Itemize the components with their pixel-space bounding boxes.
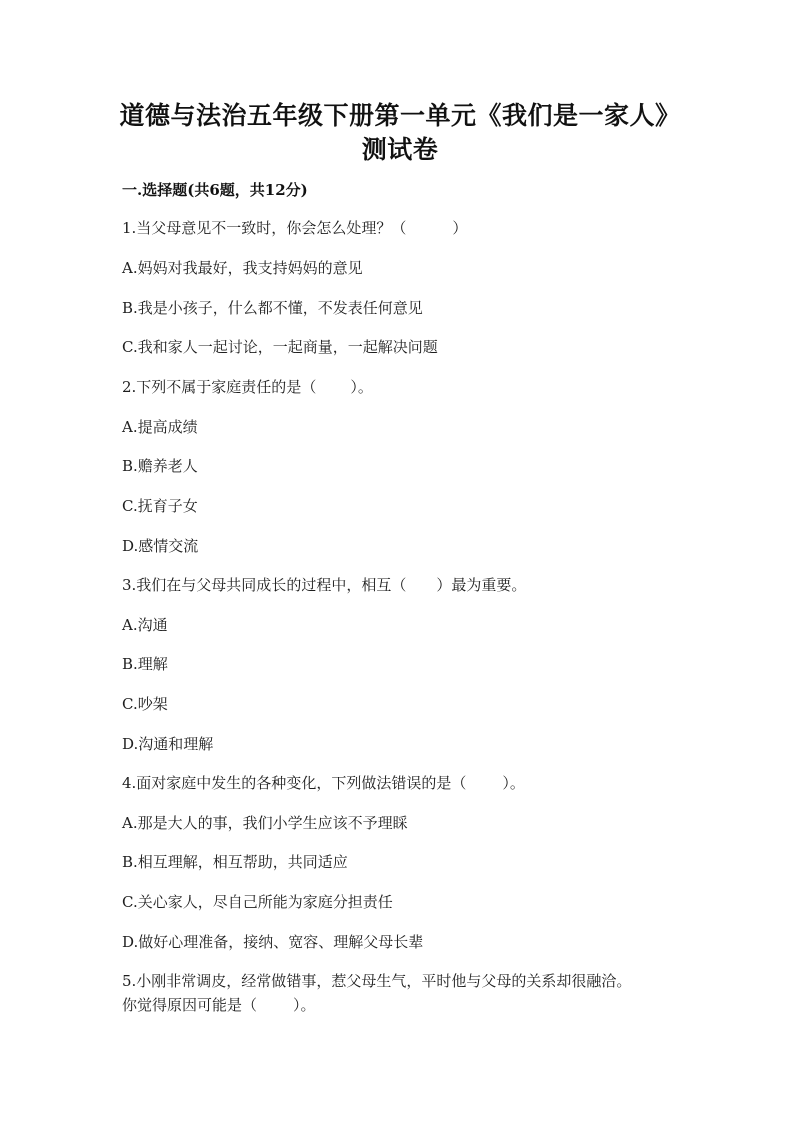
question-stem-text: 3.我们在与父母共同成长的过程中，相互（ <box>122 576 407 594</box>
question-stem-text: ）。 <box>293 996 316 1014</box>
option-3a: A.沟通 <box>122 616 168 634</box>
option-3d: D.沟通和理解 <box>122 735 214 753</box>
question-stem-text: ）。 <box>502 774 525 792</box>
option-3c: C.吵架 <box>122 695 168 713</box>
question-stem-text: ）最为重要。 <box>436 576 527 594</box>
question-stem-1 <box>122 218 467 238</box>
option-4a: A.那是大人的事，我们小学生应该不予理睬 <box>122 814 408 832</box>
question-stem-text: 1.当父母意见不一致时，你会怎么处理？（ <box>122 219 407 237</box>
option-4b: B.相互理解，相互帮助，共同适应 <box>122 853 348 871</box>
option-2d: D.感情交流 <box>122 537 199 555</box>
question-stem-text: 2.下列不属于家庭责任的是（ <box>122 378 317 396</box>
option-4d: D.做好心理准备，接纳、宽容、理解父母长辈 <box>122 933 424 951</box>
question-stem-text: 4.面对家庭中发生的各种变化，下列做法错误的是（ <box>122 774 467 792</box>
option-1c: C.我和家人一起讨论，一起商量，一起解决问题 <box>122 338 438 356</box>
option-1a: A.妈妈对我最好，我支持妈妈的意见 <box>122 259 363 277</box>
question-stem-2 <box>122 377 373 397</box>
question-stem-3 <box>122 575 526 595</box>
question-stem-text: ）。 <box>350 378 373 396</box>
question-stem-text: ） <box>452 219 468 237</box>
question-stem-text: 你觉得原因可能是（ <box>122 996 258 1014</box>
document-title-line1: 道德与法治五年级下册第一单元《我们是一家人》 <box>119 101 681 130</box>
option-1b: B.我是小孩子，什么都不懂，不发表任何意见 <box>122 299 423 317</box>
option-2b: B.赡养老人 <box>122 457 198 475</box>
question-stem-5-line1: 5.小刚非常调皮，经常做错事，惹父母生气，平时他与父母的关系却很融洽。 <box>122 972 632 990</box>
question-stem-4 <box>122 773 525 793</box>
question-stem-5-line2 <box>122 995 316 1015</box>
option-4c: C.关心家人，尽自己所能为家庭分担责任 <box>122 893 393 911</box>
document-title-line2: 测试卷 <box>361 135 439 164</box>
section-heading: 一.选择题(共6题，共12分) <box>122 181 308 199</box>
option-3b: B.理解 <box>122 655 168 673</box>
option-2a: A.提高成绩 <box>122 418 198 436</box>
option-2c: C.抚育子女 <box>122 497 198 515</box>
